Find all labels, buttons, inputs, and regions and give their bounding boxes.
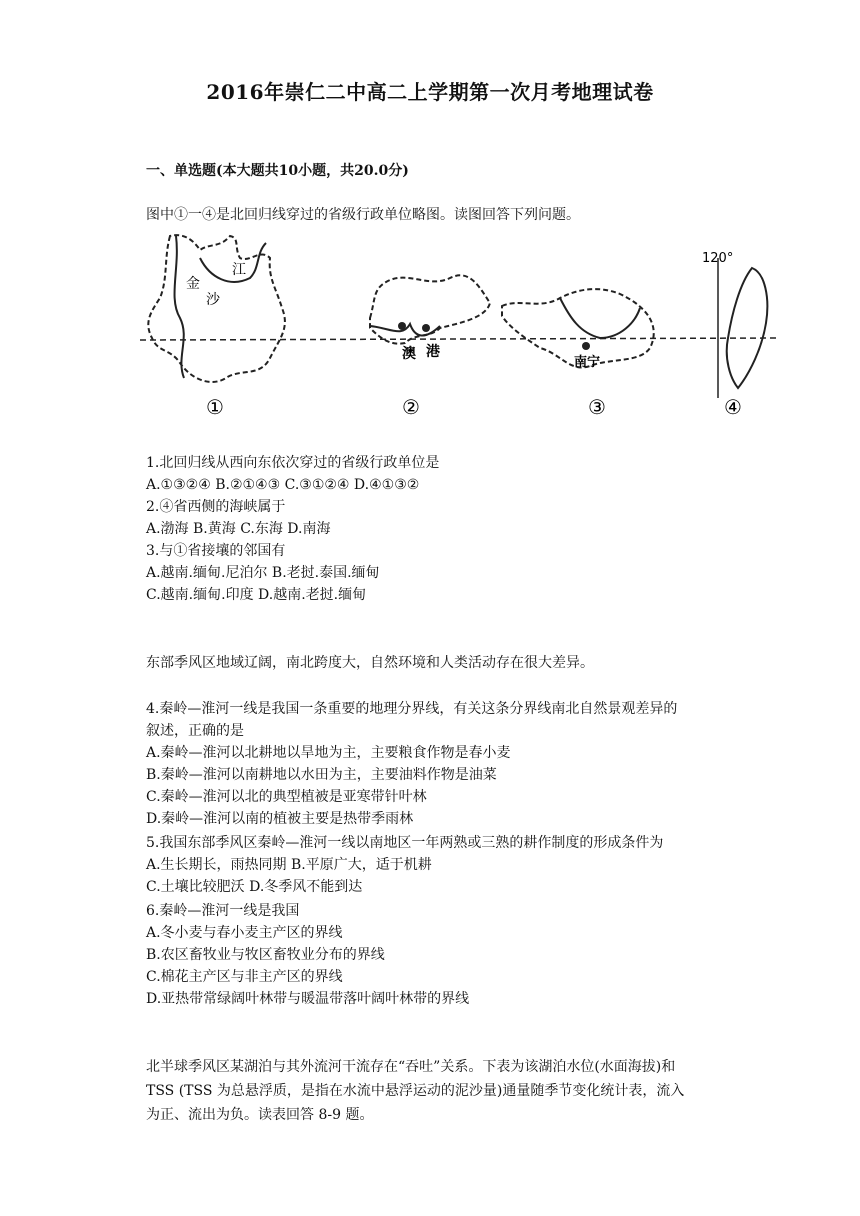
lake-intro-3: 为正、流出为负。读表回答 8-9 题。 [146,1107,374,1123]
q6-option-d: D.亚热带常绿阔叶林带与暖温带落叶阔叶林带的界线 [146,991,470,1007]
guangxi-river [560,298,640,338]
hongkong-marker [422,324,430,332]
q4-option-a: A.秦岭—淮河以北耕地以旱地为主，主要粮食作物是春小麦 [146,745,511,761]
lake-intro-2: TSS (TSS 为总悬浮质，是指在水流中悬浮运动的泥沙量)通量随季节变化统计表，流入 [146,1083,685,1099]
q3-options-1: A.越南.缅甸.尼泊尔 B.老挝.泰国.缅甸 [146,565,380,581]
circle-3: ③ [588,395,606,419]
exam-title: 2016年崇仁二中高二上学期第一次月考地理试卷 [206,80,654,104]
q4-stem-2: 叙述，正确的是 [146,723,244,739]
province-1-outline [148,235,285,382]
province-4-outline [727,268,768,388]
q6-option-b: B.农区畜牧业与牧区畜牧业分布的界线 [146,947,385,963]
q4-option-b: B.秦岭—淮河以南耕地以水田为主，主要油料作物是油菜 [146,767,497,783]
label-sha: 沙 [206,292,220,308]
tropic-provinces-map [140,228,780,424]
q6-option-a: A.冬小麦与春小麦主产区的界线 [146,925,343,941]
lake-intro-1: 北半球季风区某湖泊与其外流河干流存在“吞吐”关系。下表为该湖泊水位(水面海拔)和 [146,1059,676,1075]
label-120: 120° [702,251,734,266]
q6-option-c: C.棉花主产区与非主产区的界线 [146,969,343,985]
circle-1: ① [206,395,224,419]
q1-stem: 1.北回归线从西向东依次穿过的省级行政单位是 [146,455,440,471]
macau-marker [398,322,406,330]
map-question-intro: 图中①一④是北回归线穿过的省级行政单位略图。读图回答下列问题。 [146,207,580,223]
circle-2: ② [402,395,420,419]
q3-stem: 3.与①省接壤的邻国有 [146,543,286,559]
q2-options: A.渤海 B.黄海 C.东海 D.南海 [146,521,331,537]
label-nanning: 南宁 [574,355,601,370]
q3-options-2: C.越南.缅甸.印度 D.越南.老挝.缅甸 [146,587,367,603]
nanning-marker [582,342,590,350]
label-jin: 金 [186,276,200,292]
circle-4: ④ [724,395,742,419]
q5-stem: 5.我国东部季风区秦岭—淮河一线以南地区一年两熟或三熟的耕作制度的形成条件为 [146,835,664,851]
q6-stem: 6.秦岭—淮河一线是我国 [146,903,300,919]
label-ao: 澳 [402,346,416,362]
monsoon-intro: 东部季风区地域辽阔，南北跨度大，自然环境和人类活动存在很大差异。 [146,655,594,671]
q5-options-1: A.生长期长，雨热同期 B.平原广大，适于机耕 [146,857,432,873]
q4-stem-1: 4.秦岭—淮河一线是我国一条重要的地理分界线，有关这条分界线南北自然景观差异的 [146,701,678,717]
q5-options-2: C.土壤比较肥沃 D.冬季风不能到达 [146,879,363,895]
q4-option-d: D.秦岭—淮河以南的植被主要是热带季雨林 [146,811,414,827]
q2-stem: 2.④省西侧的海峡属于 [146,499,286,515]
q4-option-c: C.秦岭—淮河以北的典型植被是亚寒带针叶林 [146,789,427,805]
label-gang: 港 [426,344,440,360]
section-heading: 一、单选题(本大题共10小题，共20.0分) [146,163,409,179]
q1-options: A.①③②④ B.②①④③ C.③①②④ D.④①③② [146,477,420,493]
label-jiang: 江 [232,262,246,278]
tropic-of-cancer [140,338,780,340]
